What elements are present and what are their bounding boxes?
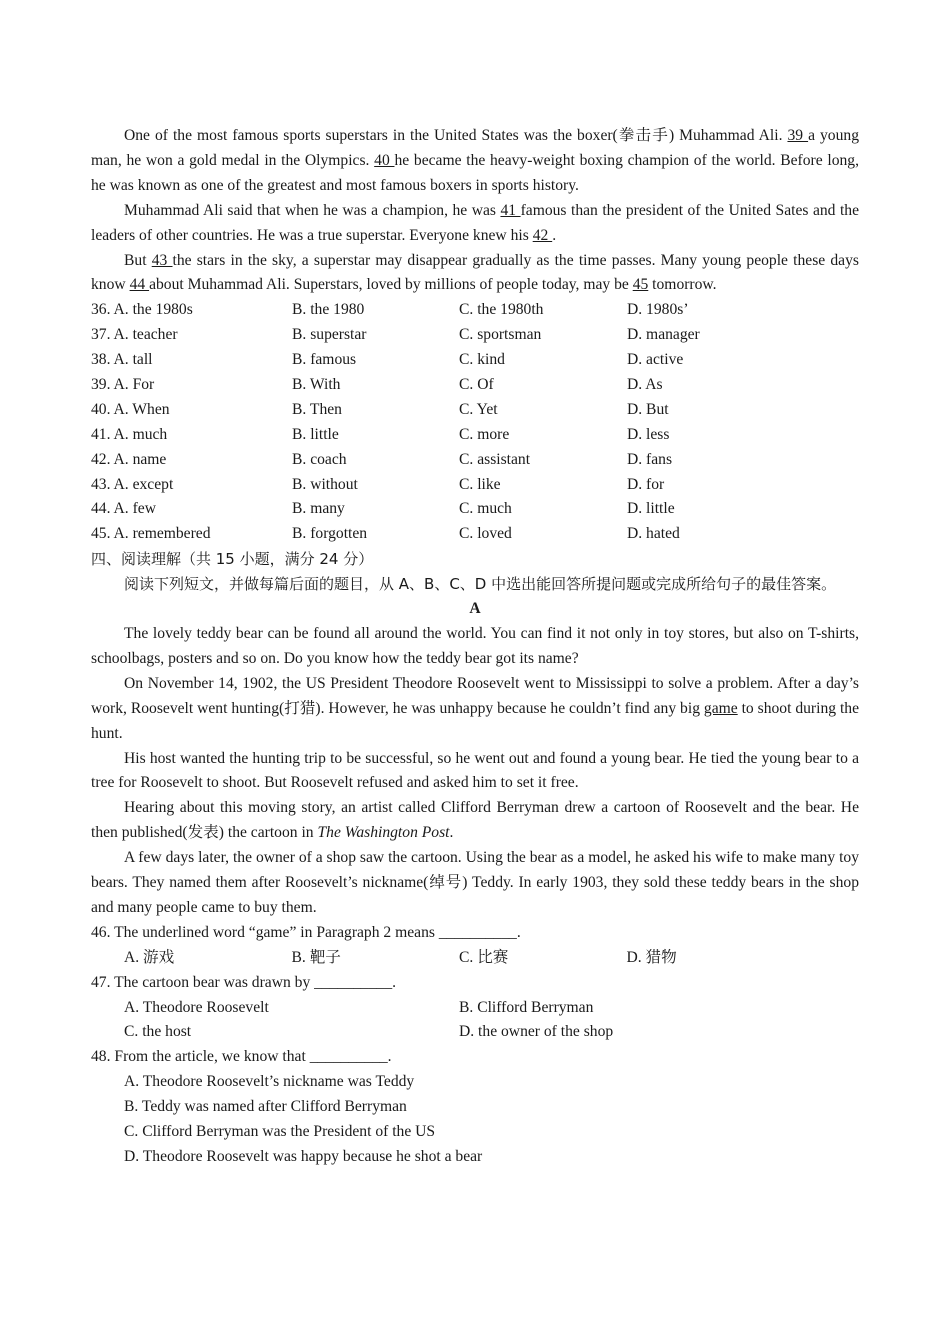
- option-d: D. Theodore Roosevelt was happy because he shot a bear: [124, 1147, 483, 1165]
- option-b: B. Clifford Berryman: [459, 998, 594, 1016]
- option-c: C. like: [459, 475, 501, 493]
- option-a: 42. A. name: [91, 450, 167, 468]
- question-47-stem: 47. The cartoon bear was drawn by __________.: [91, 973, 397, 991]
- passage-paragraph-2: [91, 672, 859, 747]
- option-c: C. the 1980th: [459, 301, 544, 319]
- option-b: B. Then: [292, 400, 342, 418]
- option-b: B. superstar: [292, 326, 367, 344]
- option-d: D. manager: [627, 326, 700, 344]
- option-row-41: [91, 423, 859, 448]
- option-a: 45. A. remembered: [91, 525, 211, 543]
- text: a young man, he won a gold medal in the Olympics.: [91, 127, 859, 169]
- text: .: [552, 226, 557, 244]
- text: One of the most famous sports superstars in the United States was the boxer(拳击手) Muhammad Ali.: [124, 127, 788, 144]
- text: famous than the president of the United Sates and the leaders of other countries. He was a true superstar. Everyone knew his: [91, 201, 860, 244]
- question-47-options-row-2: [91, 1020, 859, 1045]
- option-c: C. Clifford Berryman was the President of the US: [124, 1123, 436, 1141]
- option-b: B. little: [292, 425, 339, 443]
- text: But: [124, 251, 152, 269]
- option-d: D. fans: [627, 450, 673, 468]
- option-a: A. 游戏: [124, 948, 175, 966]
- section-title: 四、阅读理解（共 15 小题，满分 24 分）: [91, 550, 374, 569]
- option-a: 44. A. few: [91, 500, 156, 518]
- option-row-39: [91, 373, 859, 398]
- option-row-40: [91, 398, 859, 423]
- blank-42: 42: [532, 226, 553, 244]
- option-c: C. kind: [459, 351, 505, 369]
- option-d: D. little: [627, 500, 675, 518]
- underlined-word-game: game: [703, 699, 738, 717]
- text: .: [449, 824, 454, 842]
- question-48-stem: 48. From the article, we know that __________.: [91, 1048, 392, 1066]
- passage-paragraph-3: His host wanted the hunting trip to be successful, so he went out and found a young bear. He tied the young bear to a tree for Roosevelt to shoot. But Roosevelt refused and asked him to set it free.: [91, 749, 859, 792]
- option-a: 38. A. tall: [91, 351, 153, 369]
- option-a: 41. A. much: [91, 425, 168, 443]
- passage-paragraph-5: A few days later, the owner of a shop saw the cartoon. Using the bear as a model, he asked his wife to make many toy bears. They named them after Roosevelt’s nickname(绰号) Teddy. In early 1903, they sold these teddy bears in the shop and many people came to buy them.: [91, 849, 859, 916]
- blank-41: 41: [500, 201, 521, 219]
- question-46-stem: 46. The underlined word “game” in Paragraph 2 means __________.: [91, 923, 521, 941]
- option-d: D. the owner of the shop: [459, 1023, 614, 1041]
- option-a: 36. A. the 1980s: [91, 301, 193, 319]
- option-d: D. for: [627, 475, 665, 493]
- text: Hearing about this moving story, an artist called Clifford Berryman drew a cartoon of Roosevelt and the bear. He then published(发表) the cartoon in: [91, 799, 859, 842]
- text: Muhammad Ali said that when he was a champion, he was: [124, 201, 501, 219]
- cloze-paragraph-2: [91, 199, 859, 249]
- option-b: B. forgotten: [292, 525, 368, 543]
- option-c: C. more: [459, 425, 510, 443]
- option-b: B. coach: [292, 450, 347, 468]
- option-c: C. sportsman: [459, 326, 542, 344]
- text: On November 14, 1902, the US President Theodore Roosevelt went to Mississippi to solve a problem. After a day’s work, Roosevelt went hunting(打猎). However, he was unhappy because he couldn’t find any big: [91, 674, 859, 717]
- option-d: D. 猎物: [626, 948, 677, 966]
- option-d: D. But: [627, 400, 669, 418]
- option-c: C. Of: [459, 376, 494, 394]
- option-c: C. 比赛: [459, 948, 509, 966]
- option-row-45: [91, 522, 859, 547]
- option-row-42: [91, 448, 859, 473]
- option-row-36: [91, 298, 859, 323]
- newspaper-title: The Washington Post: [317, 824, 450, 842]
- option-a: 37. A. teacher: [91, 326, 178, 344]
- text: the stars in the sky, a superstar may disappear gradually as the time passes. Many young people these days know: [91, 251, 859, 294]
- exam-page: [91, 124, 859, 1170]
- passage-paragraph-1: The lovely teddy bear can be found all around the world. You can find it not only in toy stores, but also on T-shirts, schoolbags, posters and so on. Do you know how the teddy bear got its name?: [91, 624, 859, 667]
- option-row-37: [91, 323, 859, 348]
- option-c: C. loved: [459, 525, 512, 543]
- option-d: D. As: [627, 376, 663, 394]
- option-a: A. Theodore Roosevelt’s nickname was Teddy: [124, 1073, 415, 1091]
- option-b: B. the 1980: [292, 301, 365, 319]
- text: he became the heavy-weight boxing champion of the world. Before long, he was known as one of the greatest and most famous boxers in sports history.: [91, 151, 859, 194]
- option-c: C. assistant: [459, 450, 531, 468]
- blank-44: 44: [129, 276, 150, 294]
- option-b: B. 靶子: [291, 948, 341, 966]
- option-row-44: [91, 497, 859, 522]
- option-c: C. much: [459, 500, 512, 518]
- option-a: 43. A. except: [91, 475, 174, 493]
- question-46-options: [91, 946, 859, 971]
- passage-label: A: [469, 600, 481, 618]
- blank-43: 43: [151, 251, 173, 269]
- option-d: D. 1980s’: [627, 301, 689, 319]
- cloze-paragraph-3: [91, 249, 859, 299]
- option-a: 39. A. For: [91, 376, 155, 394]
- option-d: D. active: [627, 351, 684, 369]
- option-d: D. hated: [627, 525, 680, 543]
- cloze-options: [91, 298, 859, 547]
- option-b: B. With: [292, 376, 341, 394]
- option-c: C. Yet: [459, 400, 498, 418]
- option-row-43: [91, 473, 859, 498]
- text: to shoot during the hunt.: [91, 699, 860, 742]
- passage-paragraph-4: [91, 796, 859, 846]
- option-b: B. without: [292, 475, 358, 493]
- option-a: 40. A. When: [91, 400, 170, 418]
- blank-40: 40: [374, 151, 395, 169]
- cloze-paragraph-1: [91, 124, 859, 199]
- option-b: B. many: [292, 500, 345, 518]
- blank-45: 45: [632, 276, 649, 294]
- option-a: A. Theodore Roosevelt: [124, 998, 269, 1016]
- text: tomorrow.: [648, 276, 717, 294]
- text: about Muhammad Ali. Superstars, loved by millions of people today, may be: [149, 276, 633, 294]
- option-c: C. the host: [124, 1023, 192, 1041]
- question-47-options-row-1: [91, 996, 859, 1021]
- option-d: D. less: [627, 425, 670, 443]
- option-b: B. famous: [292, 351, 357, 369]
- option-b: B. Teddy was named after Clifford Berryman: [124, 1098, 407, 1116]
- blank-39: 39: [787, 127, 809, 144]
- option-row-38: [91, 348, 859, 373]
- section-instruction: 阅读下列短文，并做每篇后面的题目，从 A、B、C、D 中选出能回答所提问题或完成所给句子的最佳答案。: [124, 575, 837, 594]
